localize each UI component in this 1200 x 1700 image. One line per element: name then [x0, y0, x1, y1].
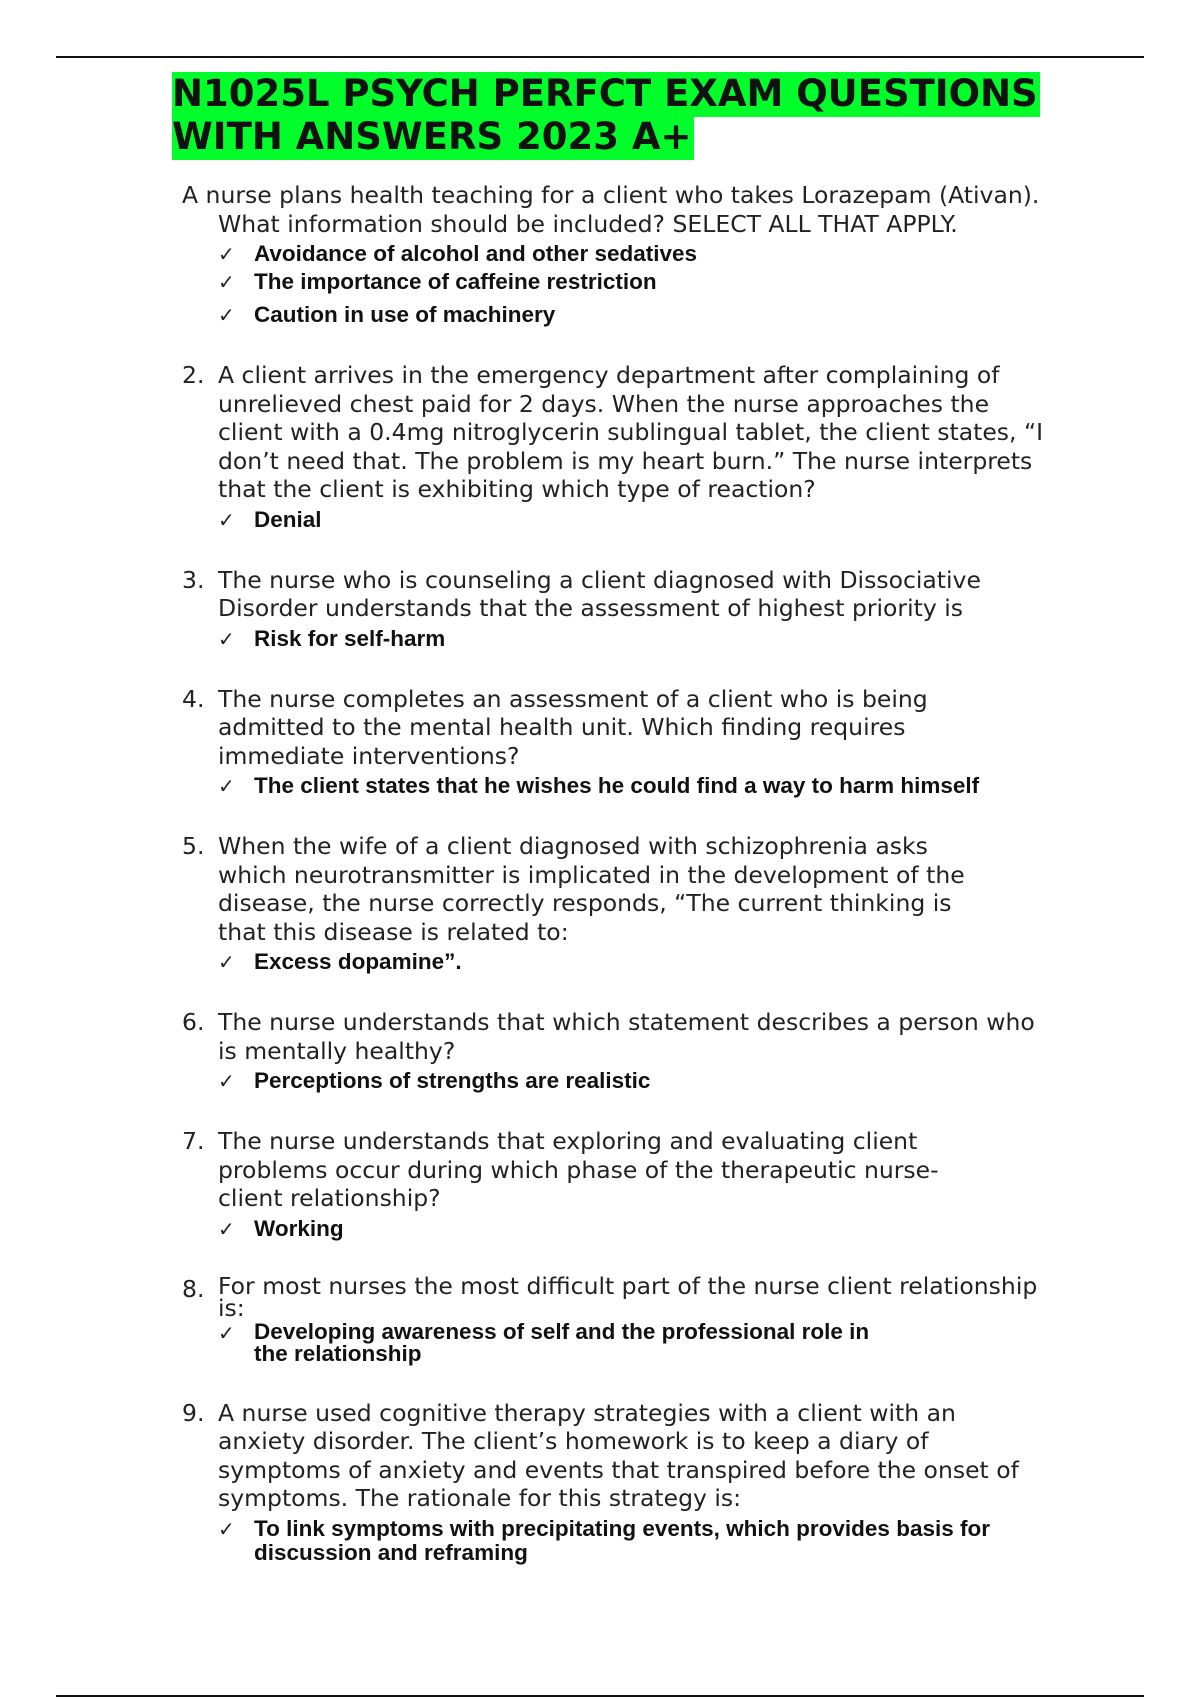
checkmark-icon: ✓	[218, 270, 235, 294]
checkmark-icon: ✓	[218, 303, 235, 327]
question-9-answers	[218, 1517, 1082, 1565]
checkmark-icon: ✓	[218, 1320, 235, 1345]
answer-item	[218, 950, 1082, 974]
checkmark-icon: ✓	[218, 242, 235, 266]
question-number: 5.	[182, 832, 205, 860]
question-9-text: A nurse used cognitive therapy strategies with a client with an anxiety disorder. The client’s homework is to keep a diary of symptoms of anxiety and events that transpired before the onset of symptoms. The rationale for this strategy is:	[218, 1398, 1019, 1512]
answer-item	[218, 242, 1082, 266]
question-8-answers	[218, 1318, 1082, 1366]
bottom-rule	[56, 1695, 1144, 1697]
answer-text: Caution in use of machinery	[254, 302, 556, 327]
question-number: 6.	[182, 1008, 205, 1036]
question-6-text: The nurse understands that which statement describes a person who is mentally healthy?	[218, 1008, 1035, 1065]
document-title-text: N1025L PSYCH PERFCT EXAM QUESTIONS WITH ANSWERS 2023 A+	[172, 72, 1038, 158]
question-1-text	[182, 181, 1082, 238]
question-2-text: A client arrives in the emergency department after complaining of unrelieved chest paid for 2 days. When the nurse approaches the client with a 0.4mg nitroglycerin sublingual tablet, the client states, “I don’t need that. The problem is my heart burn.” The nurse interprets that the client is exhibiting which type of reaction?	[218, 361, 1044, 503]
question-6-answers	[218, 1069, 1082, 1093]
answer-item	[218, 774, 1082, 798]
answer-item	[218, 508, 1082, 532]
answer-text: Developing awareness of self and the professional role in the relationship	[254, 1318, 870, 1366]
checkmark-icon: ✓	[218, 507, 235, 532]
question-7	[182, 1127, 1082, 1241]
question-5-answers	[218, 950, 1082, 974]
answer-text: The importance of caffeine restriction	[254, 269, 657, 294]
question-9	[182, 1399, 1082, 1565]
question-3-answers	[218, 627, 1082, 651]
question-3-text: The nurse who is counseling a client diagnosed with Dissociative Disorder understands that the assessment of highest priority is	[218, 565, 981, 622]
answer-item	[218, 270, 1082, 294]
question-list	[182, 181, 1082, 1599]
answer-text: Denial	[254, 506, 322, 532]
question-4-text: The nurse completes an assessment of a client who is being admitted to the mental health unit. Which finding requires immediate interventions?	[218, 684, 928, 770]
document-title	[172, 72, 1072, 158]
question-1	[182, 181, 1082, 327]
question-number: 8.	[182, 1274, 205, 1303]
top-rule	[56, 56, 1144, 58]
answer-text: Excess dopamine”.	[254, 949, 462, 974]
question-8	[182, 1271, 1082, 1366]
question-4-answers	[218, 774, 1082, 798]
checkmark-icon: ✓	[218, 1069, 235, 1093]
checkmark-icon: ✓	[218, 950, 235, 974]
answer-item	[218, 1217, 1082, 1241]
question-7-text: The nurse understands that exploring and evaluating client problems occur during which phase of the therapeutic nurse- client relationship?	[218, 1127, 939, 1212]
question-6	[182, 1008, 1082, 1093]
answer-item	[218, 303, 1082, 327]
answer-text: The client states that he wishes he could find a way to harm himself	[254, 773, 980, 798]
answer-item	[218, 627, 1082, 651]
question-number: 4.	[182, 684, 205, 713]
question-3	[182, 566, 1082, 651]
question-7-answers	[218, 1217, 1082, 1241]
answer-text: To link symptoms with precipitating events, which provides basis for discussion and reframing	[254, 1515, 990, 1565]
question-2	[182, 361, 1082, 532]
checkmark-icon: ✓	[218, 774, 235, 798]
answer-text: Avoidance of alcohol and other sedatives	[254, 241, 698, 266]
question-2-answers	[218, 508, 1082, 532]
question-number: 7.	[182, 1127, 205, 1155]
question-1-answers	[218, 242, 1082, 327]
checkmark-icon: ✓	[218, 1216, 235, 1241]
checkmark-icon: ✓	[218, 1516, 235, 1541]
answer-item	[218, 1517, 1082, 1565]
answer-text: Working	[254, 1215, 344, 1241]
question-8-text: For most nurses the most difficult part of the nurse client relationship is:	[218, 1271, 1038, 1322]
question-number: 9.	[182, 1398, 205, 1427]
question-1-text-line2: What information should be included? SELECT ALL THAT APPLY.	[218, 209, 958, 238]
question-number: 3.	[182, 565, 205, 594]
answer-item	[218, 1069, 1082, 1093]
question-4	[182, 685, 1082, 799]
answer-item	[218, 1318, 1082, 1366]
question-5	[182, 832, 1082, 974]
question-1-text-line1: A nurse plans health teaching for a client who takes Lorazepam (Ativan).	[182, 181, 1040, 209]
checkmark-icon: ✓	[218, 626, 235, 651]
question-number: 2.	[182, 361, 205, 389]
question-5-text: When the wife of a client diagnosed with schizophrenia asks which neurotransmitter is implicated in the development of the disease, the nurse correctly responds, “The current thinking is that this disease is related to:	[218, 832, 965, 946]
answer-text: Perceptions of strengths are realistic	[254, 1068, 651, 1093]
answer-text: Risk for self-harm	[254, 625, 446, 651]
